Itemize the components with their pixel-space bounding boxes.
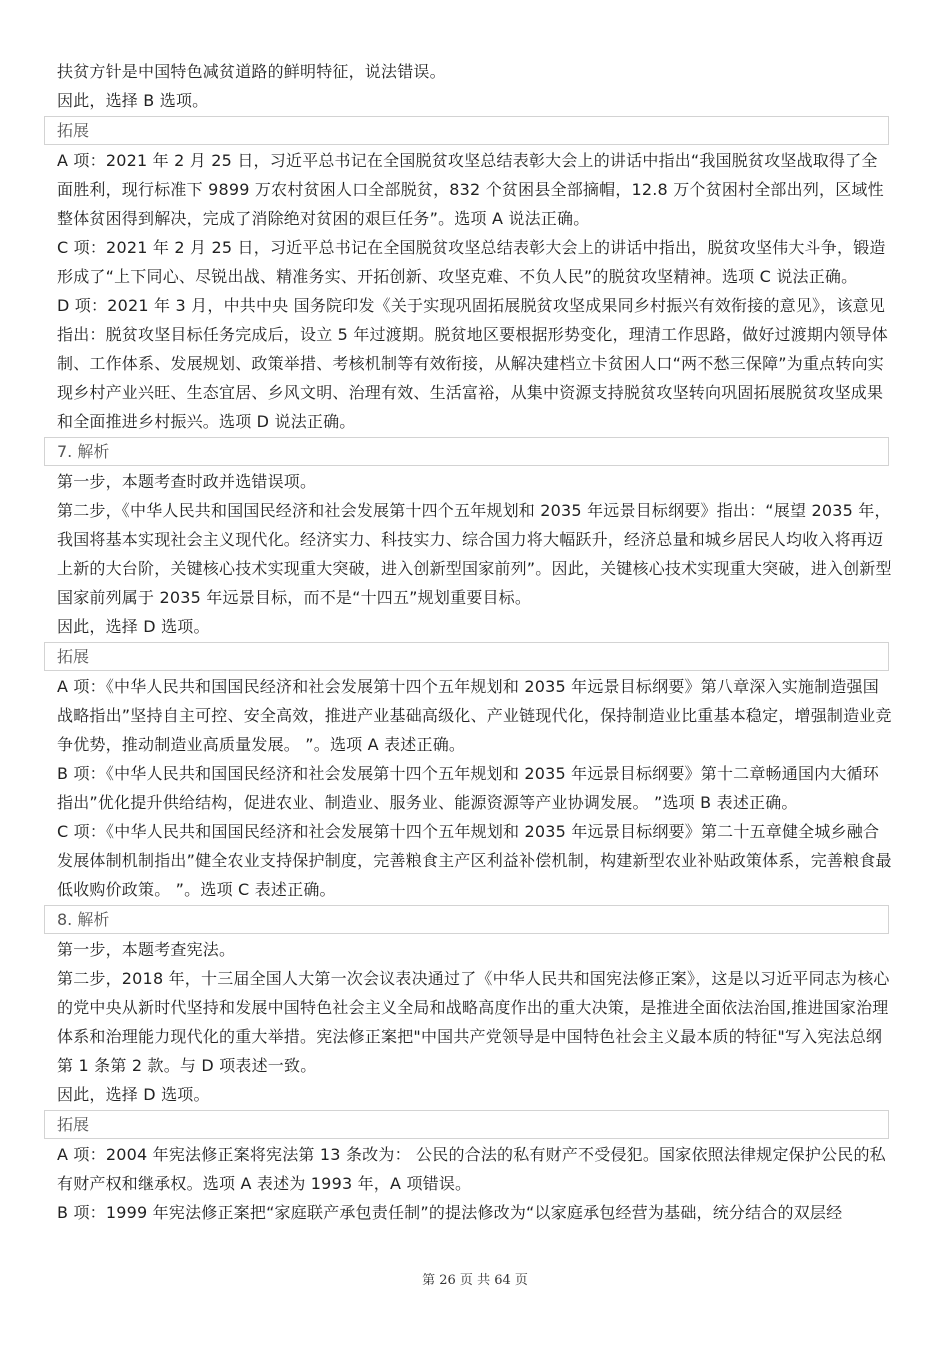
section-header-box: 拓展 (44, 642, 889, 671)
paragraph: 因此，选择 D 选项。 (57, 617, 210, 636)
paragraph: 因此，选择 B 选项。 (57, 91, 209, 110)
paragraph: 第一步，本题考查宪法。 (57, 940, 236, 959)
paragraph: 第一步，本题考查时政并选错误项。 (57, 472, 317, 491)
paragraph: A 项：2021 年 2 月 25 日，习近平总书记在全国脱贫攻坚总结表彰大会上的讲话中指出“我国脱贫攻坚战取得了全面胜利，现行标准下 9899 万农村贫困人口全部脱贫，832 个贫困县全部摘帽，12.8 万个贫困村全部出列，区域性整体贫困得到解决，完成了消除绝对贫困的艰巨任务”。选项 A 说法正确。 (57, 151, 884, 228)
section-header-box: 8. 解析 (44, 905, 889, 934)
paragraph: A 项：《中华人民共和国国民经济和社会发展第十四个五年规划和 2035 年远景目标纲要》第八章深入实施制造强国战略指出”坚持自主可控、安全高效，推进产业基础高级化、产业链现代化，保持制造业比重基本稳定，增强制造业竞争优势，推动制造业高质量发展。 ”。选项 A 表述正确。 (57, 677, 892, 754)
document-content (57, 57, 892, 1227)
paragraph: C 项：《中华人民共和国国民经济和社会发展第十四个五年规划和 2035 年远景目标纲要》第二十五章健全城乡融合发展体制机制指出”健全农业支持保护制度，完善粮食主产区利益补偿机制，构建新型农业补贴政策体系，完善粮食最低收购价政策。 ”。选项 C 表述正确。 (57, 822, 892, 899)
paragraph: D 项：2021 年 3 月，中共中央 国务院印发《关于实现巩固拓展脱贫攻坚成果同乡村振兴有效衔接的意见》，该意见指出：脱贫攻坚目标任务完成后，设立 5 年过渡期。脱贫地区要根据形势变化，理清工作思路，做好过渡期内领导体制、工作体系、发展规划、政策举措、考核机制等有效衔接，从解决建档立卡贫困人口“两不愁三保障”为重点转向实现乡村产业兴旺、生态宜居、乡风文明、治理有效、生活富裕，从集中资源支持脱贫攻坚转向巩固拓展脱贫攻坚成果和全面推进乡村振兴。选项 D 说法正确。 (57, 296, 888, 431)
paragraph: 第二步，《中华人民共和国国民经济和社会发展第十四个五年规划和 2035 年远景目标纲要》指出：“展望 2035 年，我国将基本实现社会主义现代化。经济实力、科技实力、综合国力将大幅跃升，经济总量和城乡居民人均收入将再迈上新的大台阶，关键核心技术实现重大突破，进入创新型国家前列”。因此，关键核心技术实现重大突破，进入创新型国家前列属于 2035 年远景目标，而不是“十四五”规划重要目标。 (57, 501, 892, 607)
paragraph: A 项：2004 年宪法修正案将宪法第 13 条改为： 公民的合法的私有财产不受侵犯。国家依照法律规定保护公民的私有财产权和继承权。选项 A 表述为 1993 年，A 项错误。 (57, 1145, 886, 1193)
section-header-box: 拓展 (44, 116, 889, 145)
paragraph: 第二步，2018 年，十三届全国人大第一次会议表决通过了《中华人民共和国宪法修正案》，这是以习近平同志为核心的党中央从新时代坚持和发展中国特色社会主义全局和战略高度作出的重大决策，是推进全面依法治国,推进国家治理体系和治理能力现代化的重大举措。宪法修正案把"中国共产党领导是中国特色社会主义最本质的特征"写入宪法总纲第 1 条第 2 款。与 D 项表述一致。 (57, 969, 890, 1075)
paragraph: 扶贫方针是中国特色减贫道路的鲜明特征，说法错误。 (57, 62, 446, 81)
paragraph: C 项：2021 年 2 月 25 日，习近平总书记在全国脱贫攻坚总结表彰大会上的讲话中指出，脱贫攻坚伟大斗争，锻造形成了“上下同心、尽锐出战、精准务实、开拓创新、攻坚克难、不负人民”的脱贫攻坚精神。选项 C 说法正确。 (57, 238, 886, 286)
paragraph: 因此，选择 D 选项。 (57, 1085, 210, 1104)
paragraph: B 项：1999 年宪法修正案把“家庭联产承包责任制”的提法修改为“以家庭承包经营为基础，统分结合的双层经 (57, 1203, 843, 1222)
page-number-footer: 第 26 页 共 64 页 (422, 1273, 528, 1288)
paragraph: B 项：《中华人民共和国国民经济和社会发展第十四个五年规划和 2035 年远景目标纲要》第十二章畅通国内大循环指出”优化提升供给结构，促进农业、制造业、服务业、能源资源等产业协调发展。 ”选项 B 表述正确。 (57, 764, 879, 812)
section-header-box: 拓展 (44, 1110, 889, 1139)
section-header-box: 7. 解析 (44, 437, 889, 466)
